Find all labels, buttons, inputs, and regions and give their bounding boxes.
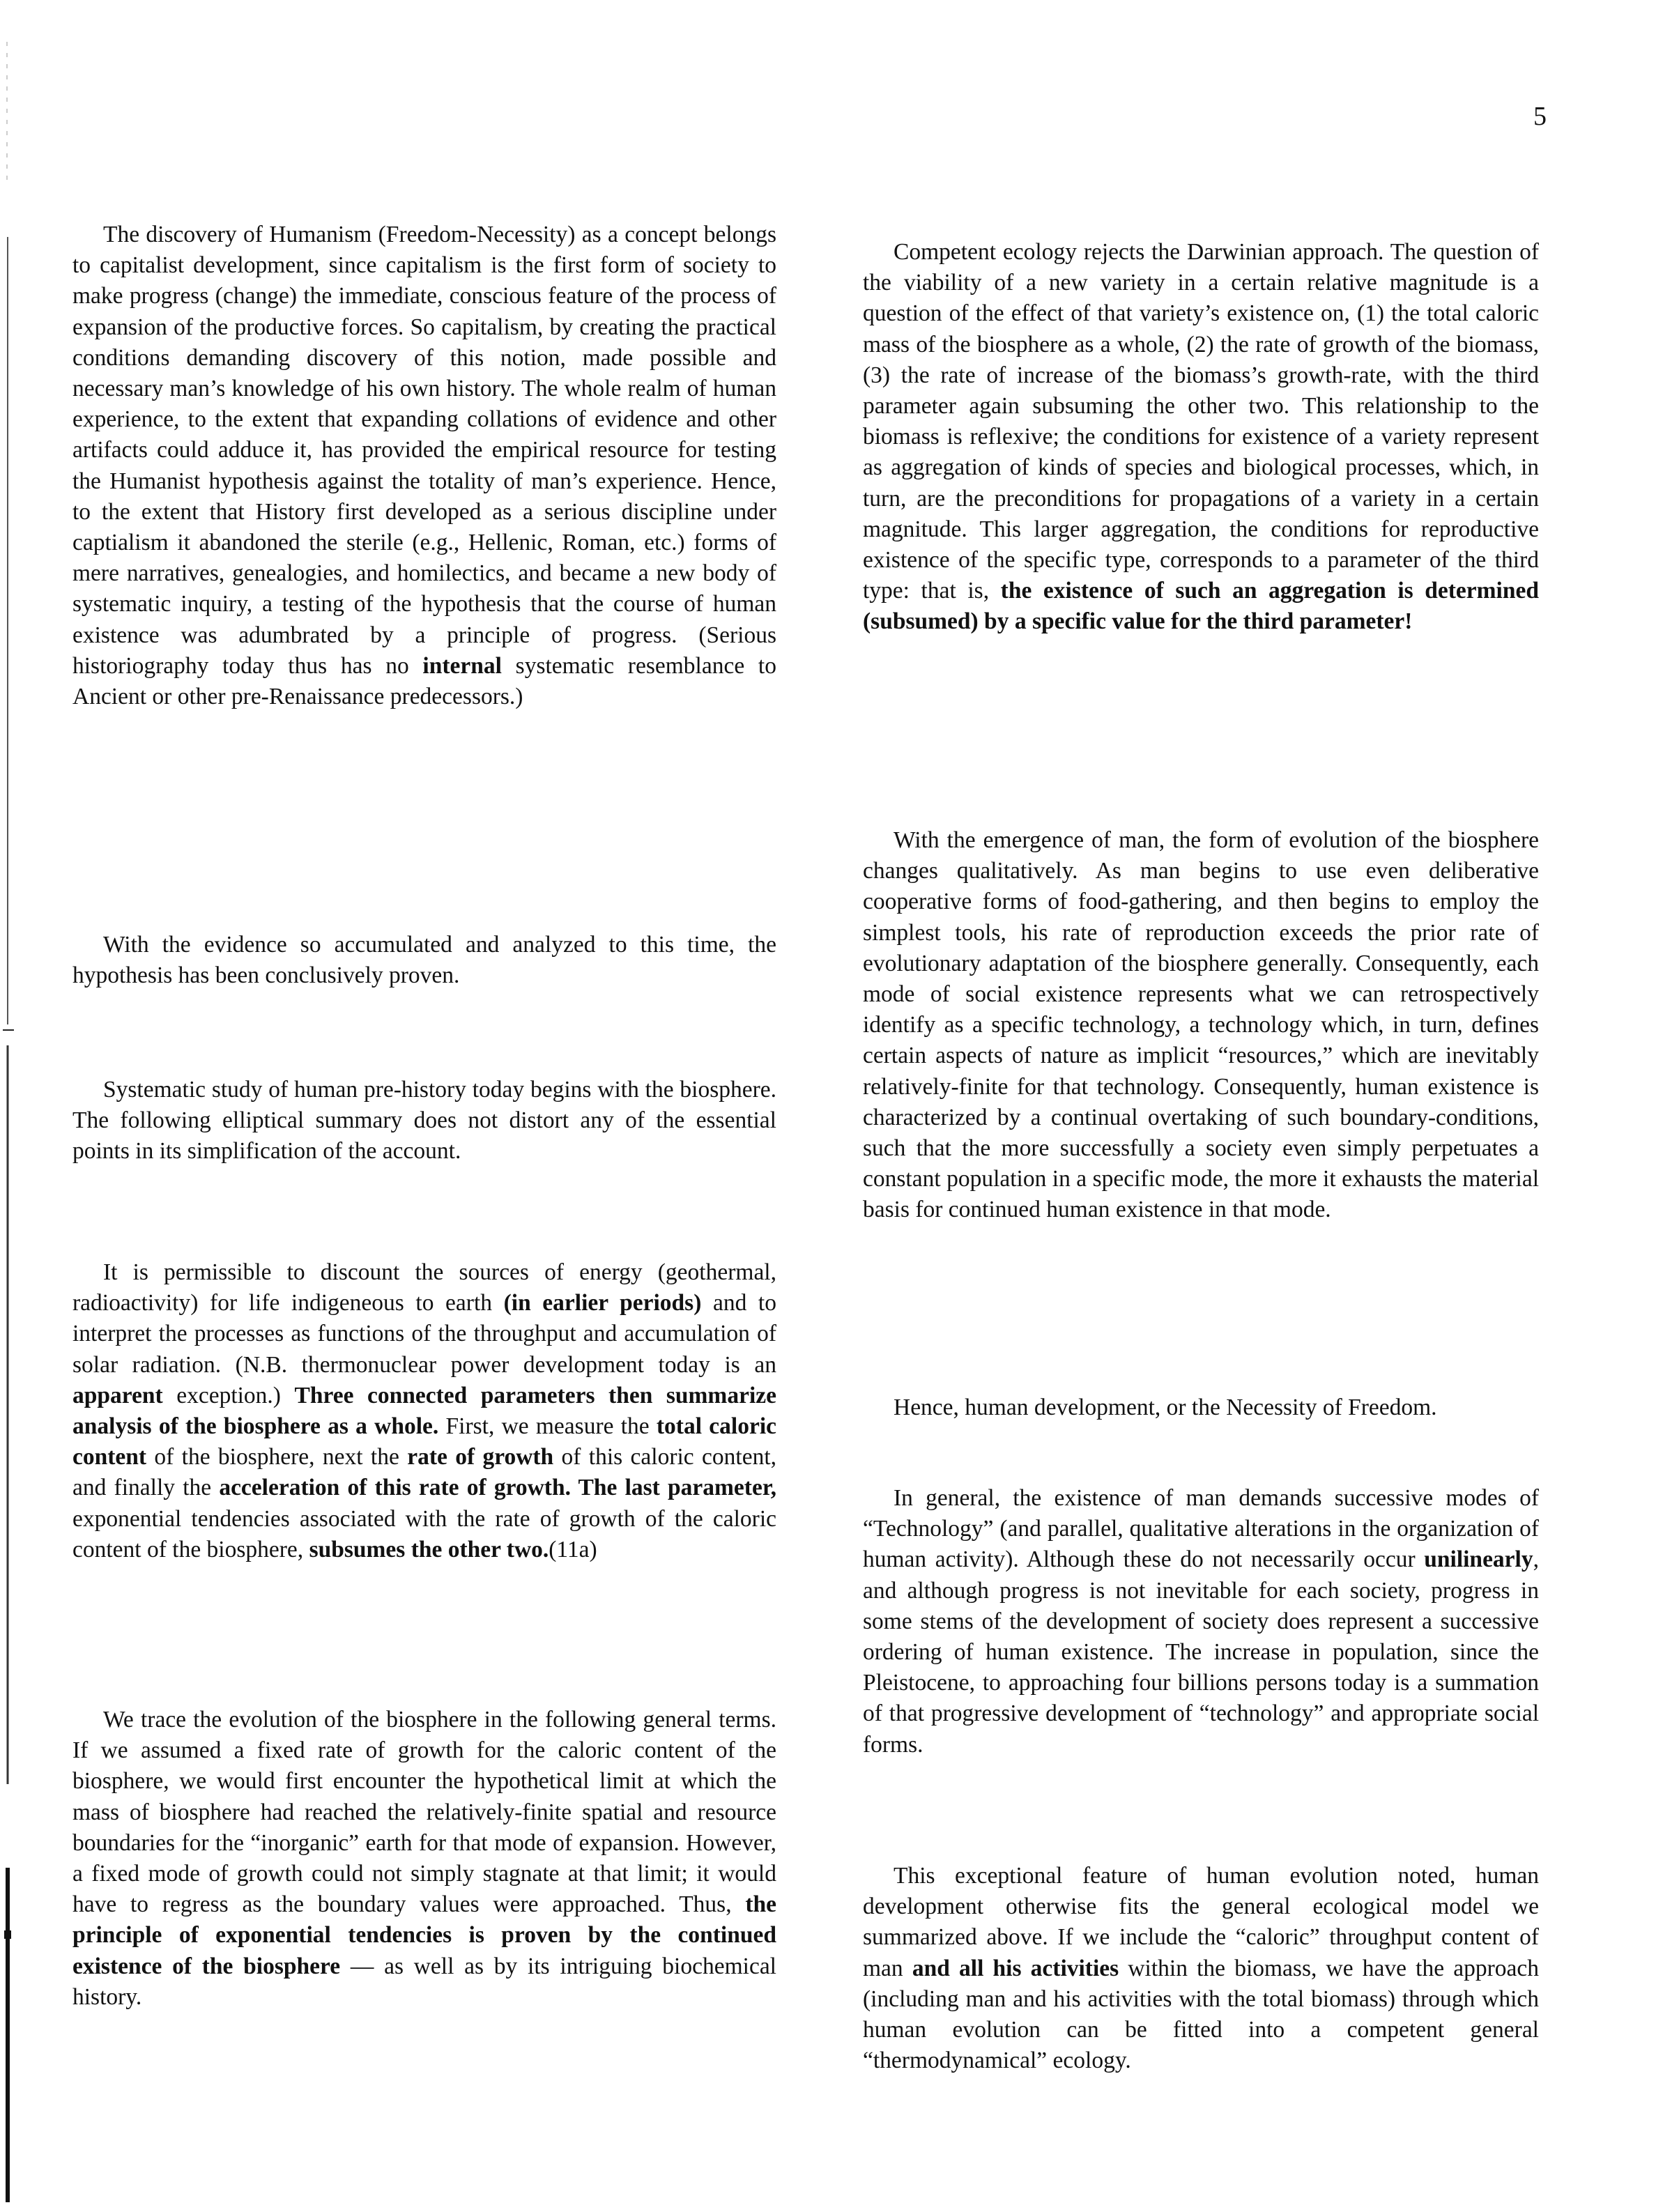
text-run: In general, the existence of man demands successive modes of “Technology” (and parallel, qualitative alterations in the organization of human activity). Although these do not necessarily occur [863,1485,1539,1573]
paragraph-necessity-of-freedom [863,1392,1539,1423]
text-run: systematic resemblance to Ancient or other pre-Renaissance predecessors.) [72,652,776,710]
bold-text-run: total caloric content [72,1413,776,1470]
text-run: Hence, human development, or the Necessity of Freedom. [894,1395,1437,1420]
text-run: exponential tendencies associated with the rate of growth of the caloric content of the biosphere, [72,1505,776,1562]
text-run: and to interpret the processes as functions of the throughput and accumulation of solar radiation. (N.B. thermonuclear power development today is an [72,1290,776,1378]
text-run: of the biosphere, next the [146,1444,408,1470]
scan-edge-marks [0,0,28,2212]
bold-text-run: acceleration of this rate of growth. The last parameter, [219,1475,776,1501]
text-run: The discovery of Humanism (Freedom-Necessity) as a concept belongs to capitalist development, since capitalism is the first form of society to make progress (change) the immediate, conscious feature of the process of expansion of the productive forces. So capitalism, by creating the practical conditions demanding discovery of this notion, made possible and necessary man’s knowledge of his own history. The whole realm of human experience, to the extent that expanding collations of evidence and other artifacts could adduce it, has provided the empirical resource for testing the Humanist hypothesis against the totality of man’s experience. Hence, to the extent that History first developed as a serious discipline under captialism it abandoned the sterile (e.g., Hellenic, Roman, etc.) forms of mere narratives, genealogies, and homilectics, and became a new body of systematic inquiry, a testing of the hypothesis that the course of human existence was adumbrated by a principle of progress. (Serious historiography today thus has no [72,222,776,679]
paragraph-modes-of-technology [863,1483,1539,1760]
bold-text-run: Three connected parameters then summarize analysis of the biosphere as a whole. [72,1382,776,1440]
text-run: It is permissible to discount the sources of energy (geothermal, radioactivity) for life indigeneous to earth [72,1259,776,1316]
text-run: within the biomass, we have the approach (including man and his activities with the total biomass) through which human evolution can be fitted into a competent general “thermodynamical” ecology. [863,1955,1539,2074]
paragraph-competent-ecology [863,237,1539,638]
text-run: of this caloric content, and finally the [72,1444,777,1501]
text-run: With the evidence so accumulated and analyzed to this time, the hypothesis has been conclusively proven. [72,932,776,989]
bold-text-run: apparent [72,1382,163,1408]
text-run: (11a) [549,1536,597,1562]
paragraph-three-parameters [72,1257,776,1565]
bold-text-run: internal [422,652,502,679]
text-run: This exceptional feature of human evolution noted, human development otherwise fits the general ecological model we summarized above. If we include the “caloric” throughput content of man [863,1863,1539,1981]
text-run: With the emergence of man, the form of evolution of the biosphere changes qualitatively. As man begins to use even deliberative cooperative forms of food-gathering, and then begins to employ the simplest tools, his rate of reproduction exceeds the prior rate of evolutionary adaptation of the biosphere generally. Consequently, each mode of social existence represents what we can retrospectively identify as a specific technology, a technology which, in turn, defines certain aspects of nature as implicit “resources,” which are inevitably relatively-finite for that technology. Consequently, human existence is characterized by a continual overtaking of such boundary-conditions, such that the more successfully a society even simply perpetuates a constant population in a specific mode, the more it exhausts the material basis for continued human existence in that mode. [863,827,1539,1223]
bold-text-run: the existence of such an aggregation is determined (subsumed) by a specific value for the third parameter! [863,578,1539,635]
paragraph-humanism-discovery [72,220,776,712]
bold-text-run: and all his activities [912,1955,1119,1981]
text-run: We trace the evolution of the biosphere in the following general terms. If we assumed a fixed rate of growth for the caloric content of the biosphere, we would first encounter the hypothetical limit at which the mass of biosphere had reached the relatively-finite spatial and resource boundaries for the “inorganic” earth for that mode of expansion. However, a fixed mode of growth could not simply stagnate at that limit; it would have to regress as the boundary values were approached. Thus, [72,1707,776,1918]
text-run: , and although progress is not inevitable for each society, progress in some stems of the development of society does represent a successive ordering of human existence. The increase in population, since the Pleistocene, to approaching four billions persons today is a summation of that progressive development of “technology” and appropriate social forms. [863,1546,1539,1758]
page-number: 5 [1533,102,1547,131]
bold-text-run: the principle of exponential tendencies is proven by the continued existence of the biosphere [72,1891,776,1979]
text-run: Competent ecology rejects the Darwinian approach. The question of the viability of a new variety in a certain relative magnitude is a question of the effect of that variety’s existence on, (1) the total caloric mass of the biosphere as a whole, (2) the rate of growth of the biomass, (3) the rate of increase of the biomass’s growth-rate, with the third parameter again subsuming the other two. This relationship to the biomass is reflexive; the conditions for existence of a variety represent as aggregation of kinds of species and biological processes, which, in turn, are the preconditions for propagations of a variety in a certain magnitude. This larger aggregation, the conditions for reproductive existence of the specific type, corresponds to a parameter of the third type: that is, [863,239,1539,604]
bold-text-run: unilinearly [1424,1546,1533,1573]
text-run: First, we measure the [438,1413,657,1440]
text-run: Systematic study of human pre-history today begins with the biosphere. The following elliptical summary does not distort any of the essential points in its simplification of the account. [72,1077,776,1165]
paragraph-thermodynamical-ecology [863,1861,1539,2076]
text-run: — as well as by its intriguing biochemical history. [72,1953,776,2010]
paragraph-hypothesis-proven [72,930,776,991]
paragraph-emergence-of-man [863,825,1539,1226]
paragraph-biosphere-evolution [72,1705,776,2013]
bold-text-run: rate of growth [407,1444,554,1470]
text-run: exception.) [162,1382,295,1408]
bold-text-run: subsumes the other two. [309,1536,549,1562]
paragraph-biosphere-study [72,1075,776,1167]
bold-text-run: (in earlier periods) [503,1290,702,1316]
